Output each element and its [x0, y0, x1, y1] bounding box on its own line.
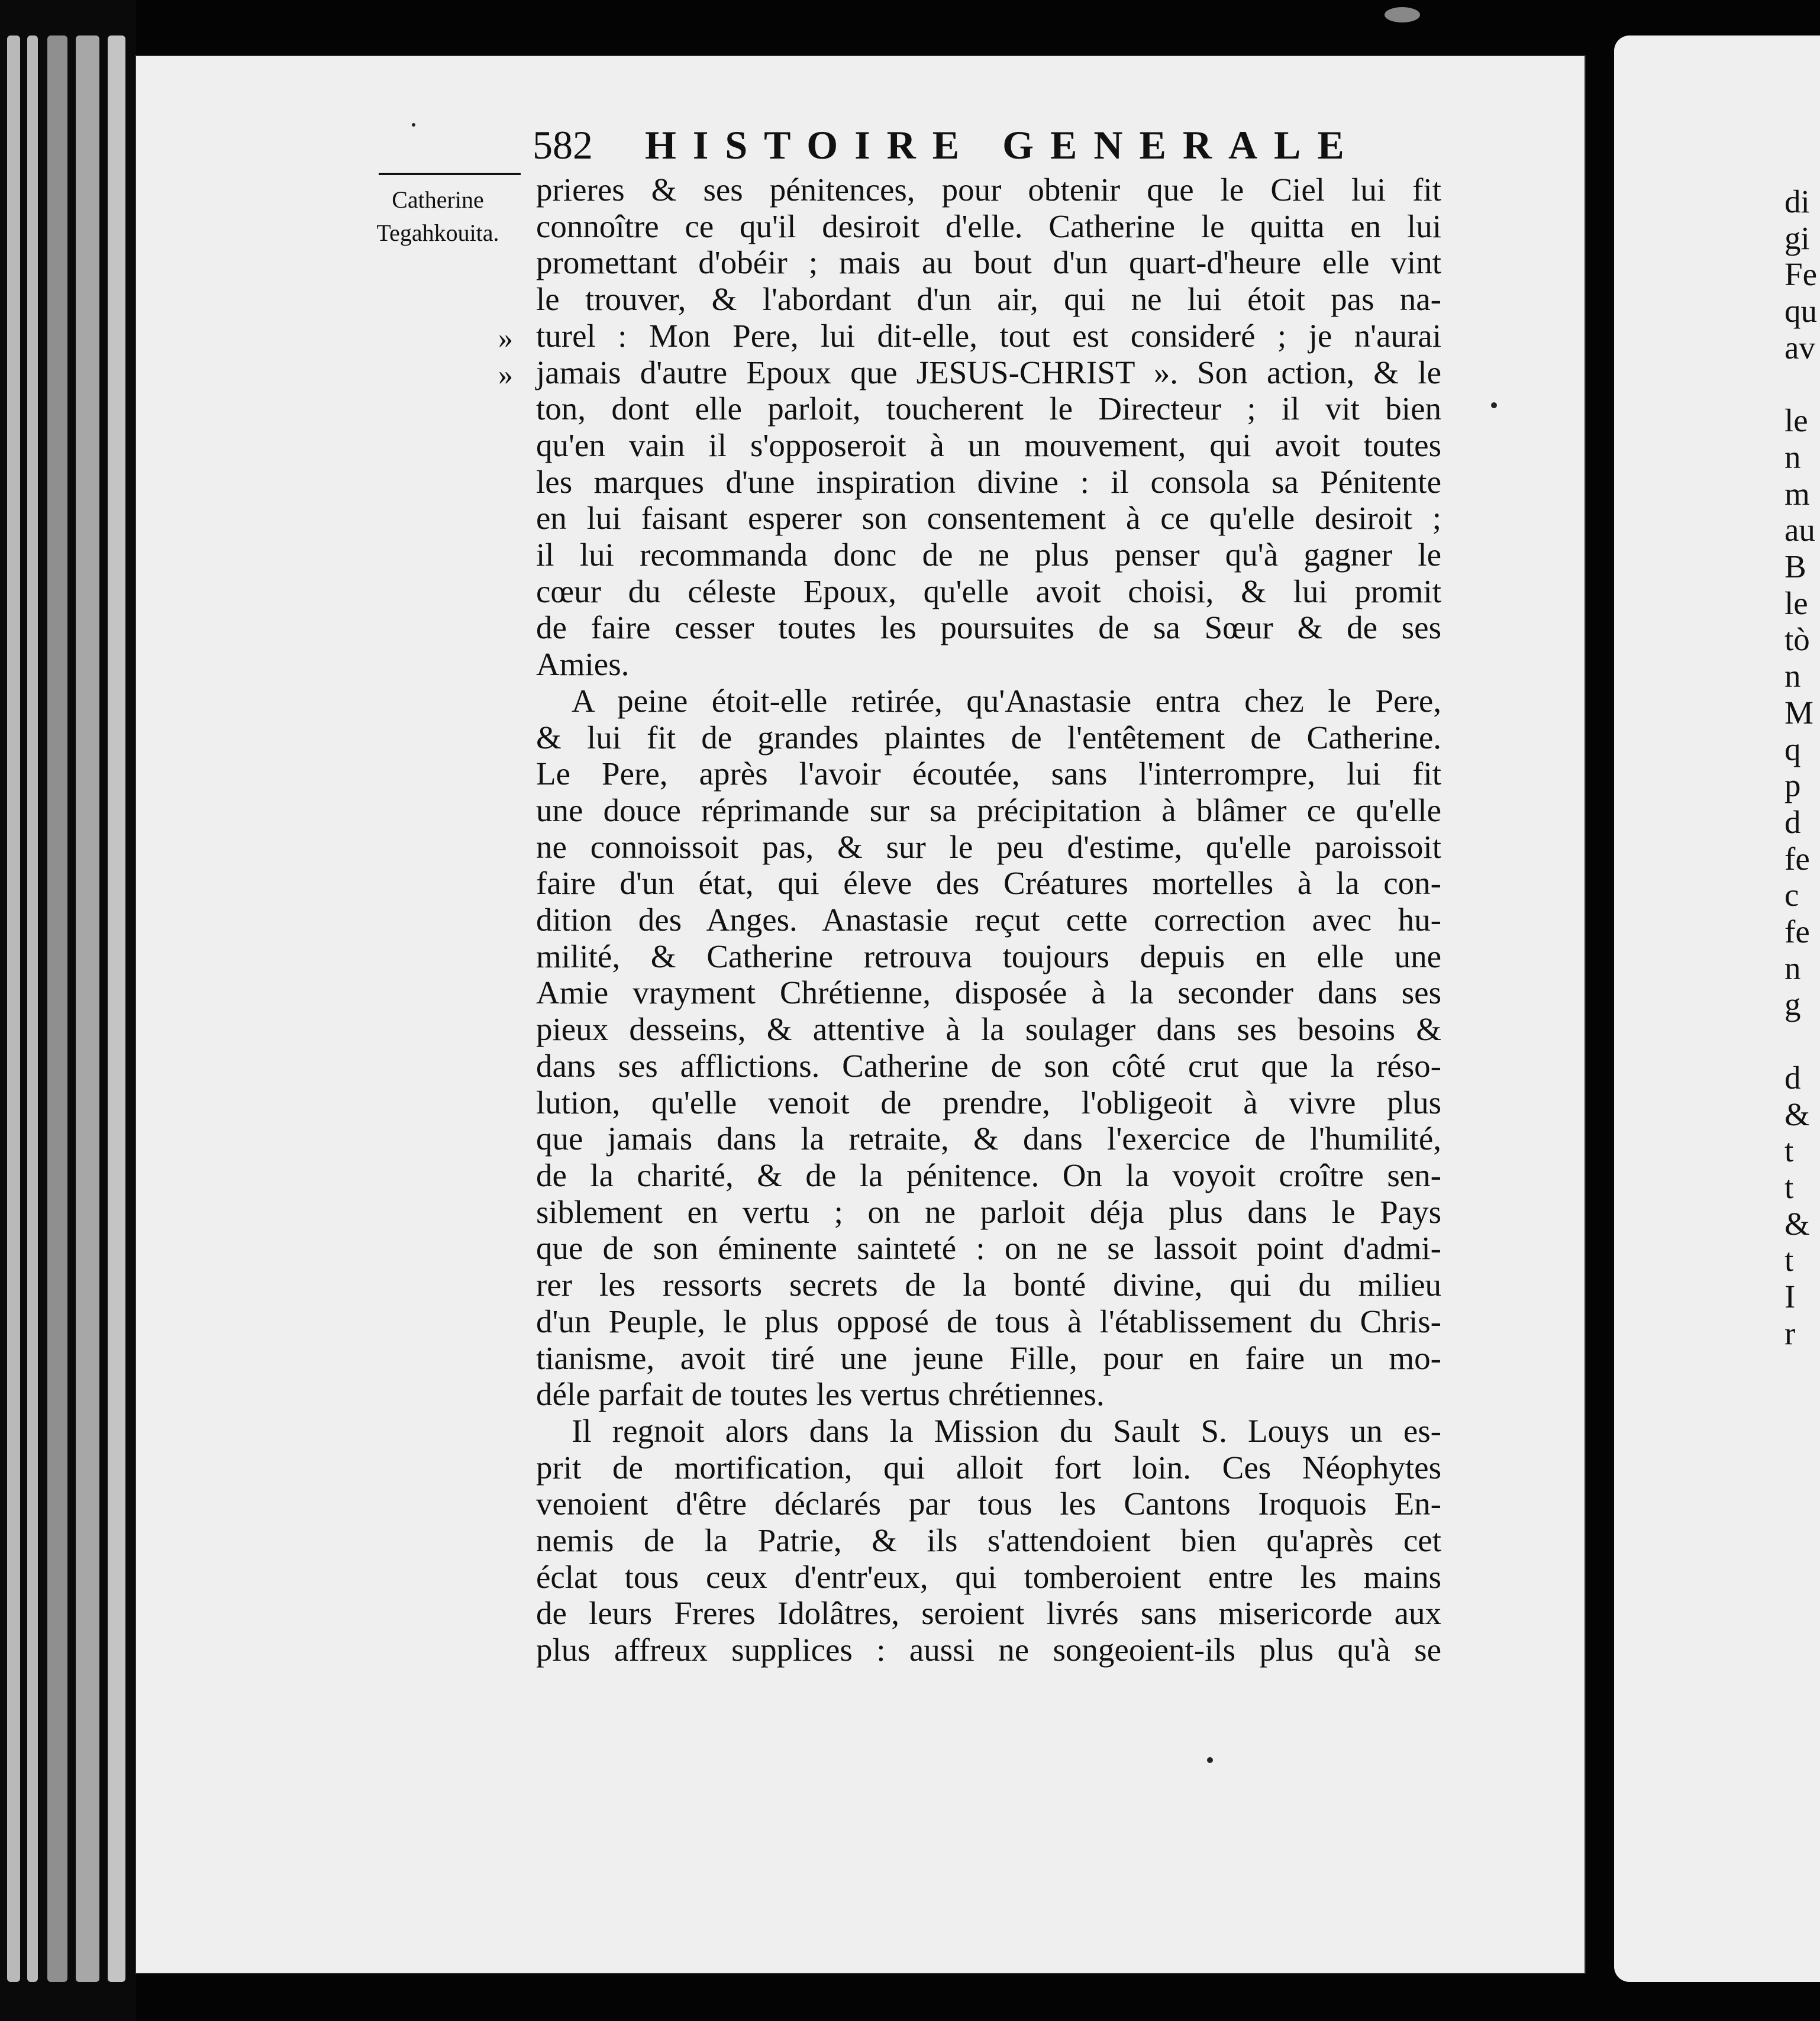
text-line: Le Pere, après l'avoir écoutée, sans l'interrompre, lui fit [536, 756, 1441, 792]
text-line: promettant d'obéir ; mais au bout d'un quart-d'heure elle vint [536, 244, 1441, 281]
margin-note [367, 183, 509, 250]
facing-fragment: au [1784, 512, 1815, 548]
text-line: rer les ressorts secrets de la bonté divine, qui du milieu [536, 1267, 1441, 1303]
text-line: ne connoissoit pas, & sur le peu d'estime, qu'elle paroissoit [536, 828, 1441, 865]
text-line: faire d'un état, qui éleve des Créatures mortelles à la con- [536, 865, 1441, 902]
text-line: Amie vrayment Chrétienne, disposée à la seconder dans ses [536, 974, 1441, 1011]
facing-fragment: qu [1784, 293, 1817, 330]
page-number: 582 [533, 122, 593, 167]
running-head [533, 118, 1361, 172]
facing-fragment: d [1784, 803, 1801, 840]
text-line: qu'en vain il s'opposeroit à un mouvement, qui avoit toutes [536, 427, 1441, 463]
scan-artifact [1207, 1757, 1213, 1763]
facing-fragment: tò [1784, 621, 1810, 658]
text-line: une douce réprimande sur sa précipitation à blâmer ce qu'elle [536, 792, 1441, 828]
text-line: de la charité, & de la pénitence. On la voyoit croître sen- [536, 1157, 1441, 1193]
facing-fragment: r [1784, 1315, 1796, 1351]
text-line: A peine étoit-elle retirée, qu'Anastasie entra chez le Pere, [572, 682, 1441, 719]
facing-fragment: m [1784, 475, 1810, 512]
facing-fragment: c [1784, 877, 1799, 913]
facing-page-text [1784, 183, 1817, 1352]
facing-fragment [1784, 1023, 1817, 1060]
right-book-page [1614, 35, 1820, 1982]
text-line: que de son éminente sainteté : on ne se lassoit point d'admi- [536, 1230, 1441, 1267]
facing-fragment: I [1784, 1279, 1796, 1315]
facing-fragment [1784, 366, 1817, 403]
quotation-marks [498, 319, 513, 393]
quote-mark: » [498, 321, 513, 354]
facing-fragment: & [1784, 1205, 1810, 1242]
text-line: siblement en vertu ; on ne parloit déja plus dans le Pays [536, 1193, 1441, 1230]
text-line: dition des Anges. Anastasie reçut cette correction avec hu- [536, 902, 1441, 938]
facing-fragment: le [1784, 585, 1808, 621]
scan-artifact [412, 123, 415, 127]
facing-fragment: d [1784, 1059, 1801, 1096]
text-line: les marques d'une inspiration divine : il consola sa Pénitente [536, 463, 1441, 500]
text-line: que jamais dans la retraite, & dans l'exercice de l'humilité, [536, 1121, 1441, 1157]
facing-fragment: B [1784, 548, 1806, 585]
facing-fragment: t [1784, 1242, 1794, 1279]
text-line: prieres & ses pénitences, pour obtenir que le Ciel lui fit [536, 172, 1441, 208]
facing-fragment: n [1784, 950, 1801, 986]
text-line: cœur du céleste Epoux, qu'elle avoit choisi, & lui promit [536, 573, 1441, 609]
text-line: le trouver, & l'abordant d'un air, qui ne lui étoit pas na- [536, 281, 1441, 318]
page-edge-strip [27, 35, 38, 1982]
text-line: nemis de la Patrie, & ils s'attendoient bien qu'après cet [536, 1522, 1441, 1559]
text-line: prit de mortification, qui alloit fort loin. Ces Néophytes [536, 1449, 1441, 1486]
text-line: venoient d'être déclarés par tous les Cantons Iroquois En- [536, 1486, 1441, 1522]
page-edge-strip [7, 35, 20, 1982]
scan-artifact [1385, 7, 1420, 22]
text-line: dans ses afflictions. Catherine de son côté crut que la réso- [536, 1047, 1441, 1084]
page-edge-strip [47, 35, 67, 1982]
facing-fragment: gi [1784, 219, 1810, 256]
text-line: éclat tous ceux d'entr'eux, qui tomberoient entre les mains [536, 1558, 1441, 1595]
text-line: Amies. [536, 646, 630, 683]
facing-fragment: g [1784, 986, 1801, 1023]
text-line: plus affreux supplices : aussi ne songeoient-ils plus qu'à se [536, 1632, 1441, 1668]
running-title: HISTOIRE GENERALE [645, 122, 1361, 167]
text-line: & lui fit de grandes plaintes de l'entêtement de Catherine. [536, 719, 1441, 756]
text-line: tianisme, avoit tiré une jeune Fille, pour en faire un mo- [536, 1339, 1441, 1376]
facing-fragment: M [1784, 694, 1813, 731]
body-text [536, 172, 1441, 1668]
text-line: d'un Peuple, le plus opposé de tous à l'établissement du Chris- [536, 1303, 1441, 1339]
text-line: de leurs Freres Idolâtres, seroient livrés sans misericorde aux [536, 1595, 1441, 1632]
facing-fragment: n [1784, 438, 1801, 475]
margin-note-line: Tegahkouita. [376, 219, 499, 246]
facing-fragment: t [1784, 1132, 1794, 1169]
facing-fragment: le [1784, 402, 1808, 439]
page-edge-strip [108, 35, 125, 1982]
book-binding-edge [0, 0, 136, 2021]
text-line: ton, dont elle parloit, toucherent le Directeur ; il vit bien [536, 390, 1441, 427]
text-line: en lui faisant esperer son consentement à ce qu'elle desiroit ; [536, 500, 1441, 537]
text-line: déle parfait de toutes les vertus chrétiennes. [536, 1376, 1105, 1413]
facing-fragment: n [1784, 658, 1801, 695]
facing-fragment: av [1784, 329, 1815, 366]
facing-fragment: & [1784, 1096, 1810, 1132]
facing-fragment: t [1784, 1168, 1794, 1205]
facing-fragment: p [1784, 767, 1801, 804]
margin-note-line: Catherine [392, 186, 484, 213]
text-line: Il regnoit alors dans la Mission du Sault S. Louys un es- [572, 1412, 1441, 1449]
margin-rule [379, 173, 521, 175]
text-line: connoître ce qu'il desiroit d'elle. Catherine le quitta en lui [536, 208, 1441, 244]
text-line: pieux desseins, & attentive à la soulager dans ses besoins & [536, 1011, 1441, 1048]
text-line: jamais d'autre Epoux que JESUS-CHRIST ». Son action, & le [536, 354, 1441, 390]
text-line: de faire cesser toutes les poursuites de sa Sœur & de ses [536, 609, 1441, 646]
quote-mark: » [498, 358, 513, 391]
text-line: turel : Mon Pere, lui dit-elle, tout est consideré ; je n'aurai [536, 317, 1441, 354]
facing-fragment: Fe [1784, 256, 1817, 293]
scan-artifact [1491, 402, 1497, 408]
facing-fragment: fe [1784, 913, 1810, 950]
facing-fragment: di [1784, 183, 1810, 219]
page-edge-strip [76, 35, 99, 1982]
facing-fragment: q [1784, 731, 1801, 767]
facing-fragment: fe [1784, 840, 1810, 877]
text-line: lution, qu'elle venoit de prendre, l'obligeoit à vivre plus [536, 1084, 1441, 1121]
text-line: milité, & Catherine retrouva toujours depuis en elle une [536, 938, 1441, 974]
text-line: il lui recommanda donc de ne plus penser qu'à gagner le [536, 537, 1441, 573]
